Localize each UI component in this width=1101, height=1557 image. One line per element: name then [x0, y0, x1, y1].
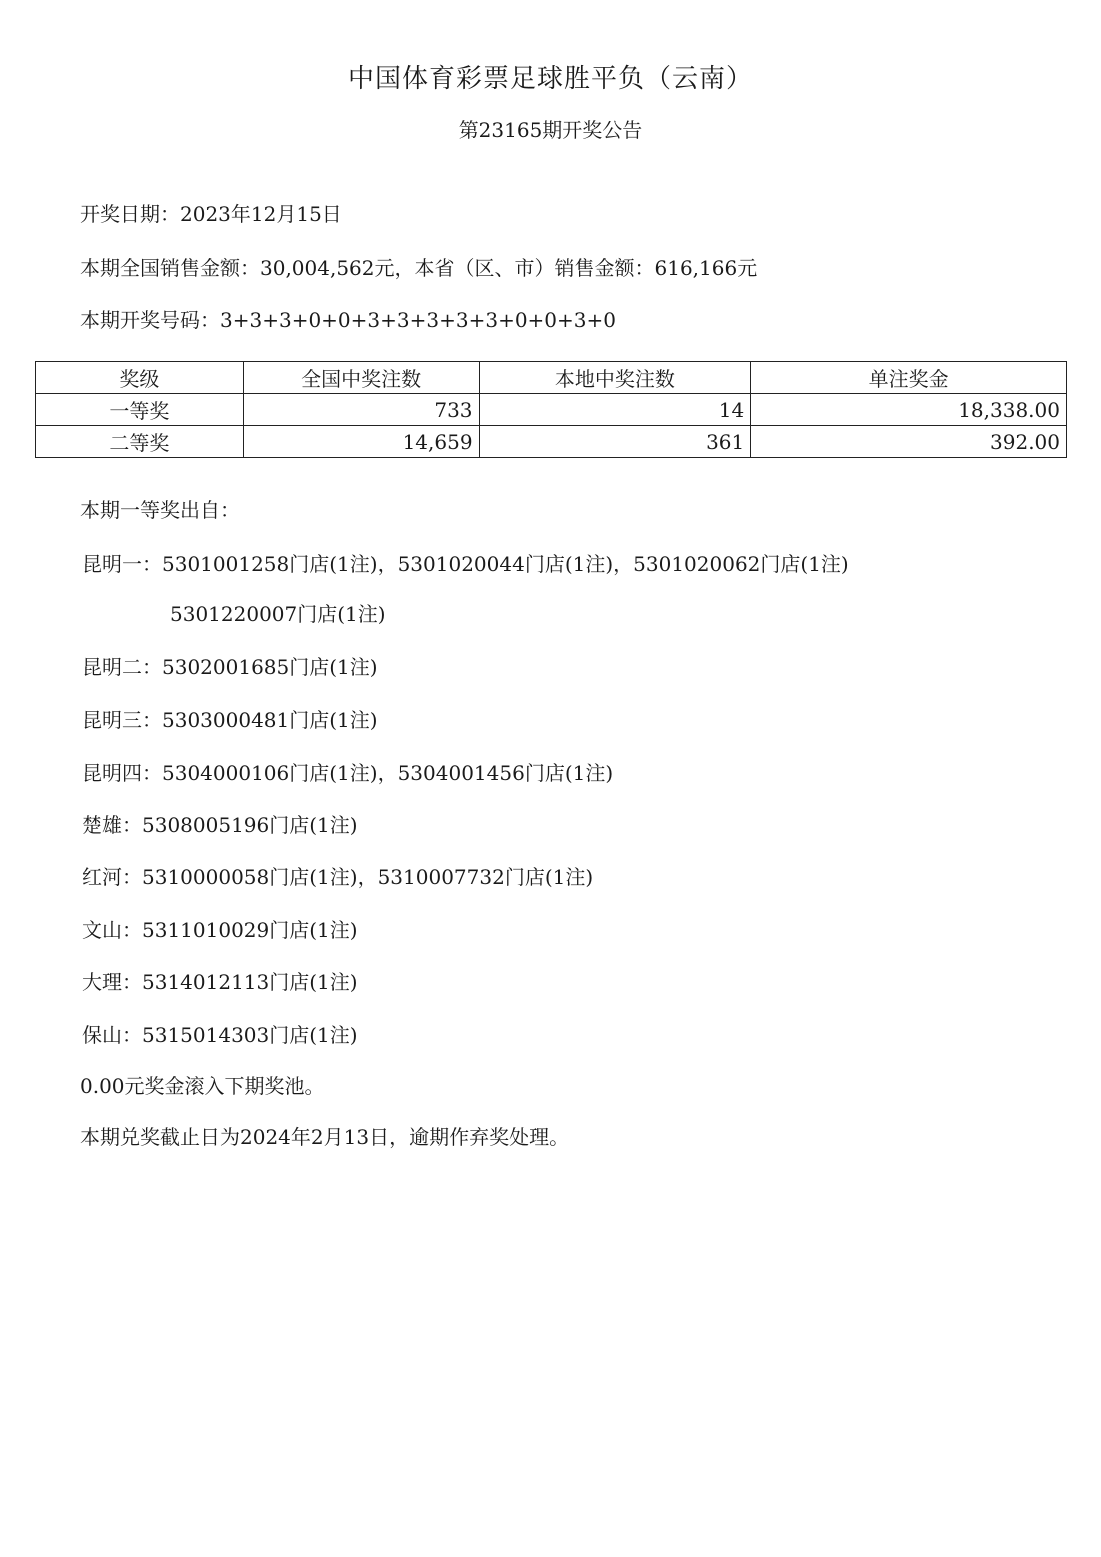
- region-label: 大理：: [82, 970, 142, 994]
- region-stores: 5304000106门店(1注)，5304001456门店(1注): [162, 761, 614, 785]
- region-label: 昆明四：: [82, 761, 162, 785]
- winner-region-chuxiong: [82, 809, 358, 838]
- table-row: [36, 426, 1067, 458]
- region-label: 楚雄：: [82, 813, 142, 837]
- cell-prize-amount: 392.00: [751, 426, 1067, 458]
- winner-region-baoshan: [82, 1019, 358, 1048]
- region-stores: 5302001685门店(1注): [162, 655, 378, 679]
- region-stores: 5303000481门店(1注): [162, 708, 378, 732]
- winners-heading: 本期一等奖出自：: [80, 498, 240, 522]
- region-stores: 5301001258门店(1注)，5301020044门店(1注)，5301020062门店(1注): [162, 552, 849, 576]
- header-national-count: 全国中奖注数: [243, 362, 479, 394]
- cell-level: 一等奖: [36, 394, 244, 426]
- region-label: 红河：: [82, 865, 142, 889]
- winning-numbers: 本期开奖号码：3+3+3+0+0+3+3+3+3+3+0+0+3+0: [80, 308, 616, 332]
- table-row: [36, 394, 1067, 426]
- rollover-note: 0.00元奖金滚入下期奖池。: [80, 1074, 325, 1098]
- page-subtitle: 第23165期开奖公告: [458, 118, 643, 142]
- cell-local-count: 14: [479, 394, 751, 426]
- header-prize-amount: 单注奖金: [751, 362, 1067, 394]
- table-header-row: [36, 362, 1067, 394]
- cell-level: 二等奖: [36, 426, 244, 458]
- winner-region-kunming-4: [82, 757, 613, 786]
- region-stores: 5315014303门店(1注): [142, 1023, 358, 1047]
- claim-deadline-note: 本期兑奖截止日为2024年2月13日，逾期作弃奖处理。: [80, 1125, 570, 1149]
- winner-region-kunming-3: [82, 704, 378, 733]
- region-label: 文山：: [82, 918, 142, 942]
- winner-region-wenshan: [82, 914, 358, 943]
- region-label: 昆明三：: [82, 708, 162, 732]
- sales-amount: 本期全国销售金额：30,004,562元，本省（区、市）销售金额：616,166元: [80, 256, 758, 280]
- cell-national-count: 14,659: [243, 426, 479, 458]
- cell-prize-amount: 18,338.00: [751, 394, 1067, 426]
- header-local-count: 本地中奖注数: [479, 362, 751, 394]
- cell-local-count: 361: [479, 426, 751, 458]
- draw-date: 开奖日期：2023年12月15日: [80, 202, 342, 226]
- region-label: 昆明二：: [82, 655, 162, 679]
- prize-table: [35, 361, 1067, 458]
- winner-region-honghe: [82, 861, 593, 890]
- winner-region-kunming-2: [82, 651, 378, 680]
- winner-region-kunming-1: [82, 548, 849, 577]
- winner-region-dali: [82, 966, 358, 995]
- cell-national-count: 733: [243, 394, 479, 426]
- header-level: 奖级: [36, 362, 244, 394]
- region-stores: 5301220007门店(1注): [170, 602, 386, 626]
- region-stores: 5310000058门店(1注)，5310007732门店(1注): [142, 865, 594, 889]
- region-stores: 5308005196门店(1注): [142, 813, 358, 837]
- winner-region-kunming-1-continued: [170, 598, 386, 627]
- region-label: 保山：: [82, 1023, 142, 1047]
- region-label: 昆明一：: [82, 552, 162, 576]
- region-stores: 5314012113门店(1注): [142, 970, 358, 994]
- page-title: 中国体育彩票足球胜平负（云南）: [347, 64, 753, 94]
- region-stores: 5311010029门店(1注): [142, 918, 358, 942]
